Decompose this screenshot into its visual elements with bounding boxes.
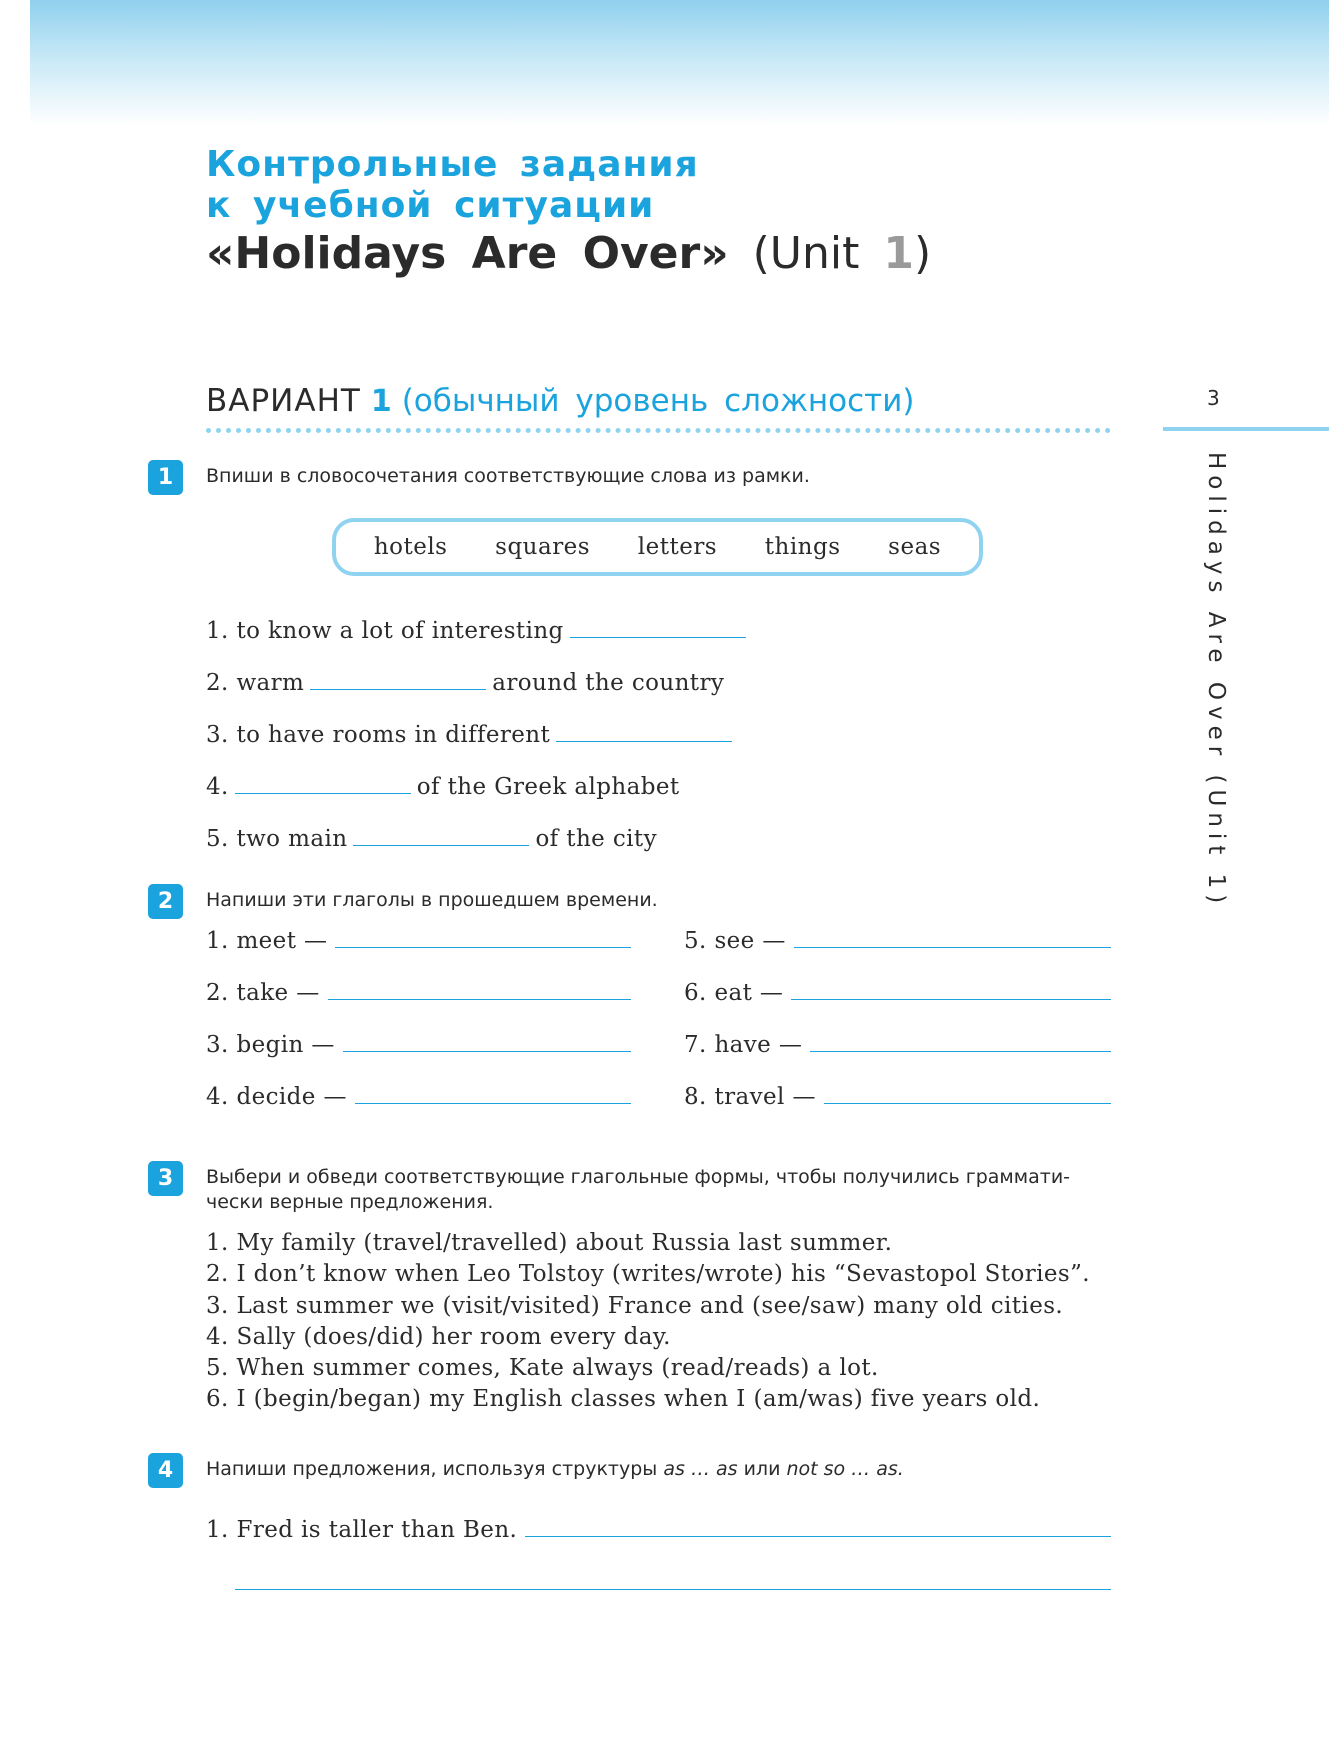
verb-text: 4. decide — <box>206 1084 347 1110</box>
verb-text: 3. begin — <box>206 1032 335 1058</box>
item-text: of the Greek alphabet <box>416 774 680 800</box>
title-en-main: «Holidays Are Over» <box>206 228 729 279</box>
instruction-text: или <box>737 1458 787 1480</box>
title-ru-line1: Контрольные задания <box>206 144 699 185</box>
answer-blank[interactable] <box>343 1032 631 1052</box>
answer-blank[interactable] <box>810 1032 1111 1052</box>
answer-blank[interactable] <box>570 618 746 638</box>
title-ru-line2: к учебной ситуации <box>206 185 655 226</box>
verb-item <box>206 1082 631 1112</box>
item-text: around the country <box>492 670 725 696</box>
verb-text: 1. meet — <box>206 928 328 954</box>
task-number-badge: 4 <box>148 1453 183 1488</box>
answer-blank[interactable] <box>310 670 486 690</box>
item-text: 1. to know a lot of interesting <box>206 618 564 644</box>
instruction-text: Напиши предложения, используя структуры <box>206 1458 664 1480</box>
task3-sentence[interactable]: 2. I don’t know when Leo Tolstoy (writes/wrote) his “Sevastopol Stories”. <box>206 1261 1090 1288</box>
item-text: of the city <box>535 826 657 852</box>
task3-sentence[interactable]: 1. My family (travel/travelled) about Russia last summer. <box>206 1230 893 1256</box>
task-number-badge: 2 <box>148 884 183 919</box>
variant-number: 1 <box>370 384 392 419</box>
verb-text: 2. take — <box>206 980 320 1006</box>
item-text: 2. warm <box>206 670 305 696</box>
answer-blank[interactable] <box>824 1084 1111 1104</box>
word-box-item: seas <box>888 534 942 560</box>
verb-item <box>206 926 631 956</box>
variant-heading <box>206 383 915 419</box>
task4-item <box>206 1515 1111 1545</box>
answer-blank[interactable] <box>556 722 732 742</box>
word-box-item: things <box>764 534 841 560</box>
verb-item <box>684 926 1111 956</box>
word-box <box>332 518 983 576</box>
answer-blank[interactable] <box>328 980 631 1000</box>
task3-sentence[interactable]: 5. When summer comes, Kate always (read/reads) a lot. <box>206 1355 879 1382</box>
title-en-unit: (Unit <box>752 228 860 279</box>
dotted-divider <box>206 428 1111 433</box>
task-number-badge: 3 <box>148 1161 183 1196</box>
word-box-item: hotels <box>373 534 448 560</box>
task4-instruction <box>206 1457 904 1482</box>
item-text: 1. Fred is taller than Ben. <box>206 1517 518 1543</box>
variant-level: (обычный уровень сложности) <box>401 383 915 419</box>
word-box-item: squares <box>495 534 591 560</box>
verb-item <box>684 978 1111 1008</box>
instruction-structure: as … as <box>663 1458 738 1480</box>
answer-blank[interactable] <box>525 1517 1111 1537</box>
item-text: 5. two main <box>206 826 348 852</box>
task2-instruction: Напиши эти глаголы в прошедшем времени. <box>206 889 658 911</box>
verb-text: 8. travel — <box>684 1084 816 1110</box>
variant-word: ВАРИАНТ <box>206 383 361 419</box>
task1-item <box>206 720 738 750</box>
task1-item <box>206 616 752 646</box>
task-number-badge: 1 <box>148 460 183 495</box>
verb-text: 5. see — <box>684 928 786 954</box>
verb-item <box>206 978 631 1008</box>
task1-item <box>206 668 724 698</box>
page-title <box>206 228 932 279</box>
answer-blank[interactable] <box>353 826 529 846</box>
task3-instruction: Выбери и обведи соответствующие глагольные формы, чтобы получились грамматически верные предложения. <box>206 1166 1071 1213</box>
item-text: 4. <box>206 774 229 800</box>
answer-blank[interactable] <box>335 928 631 948</box>
header-gradient-band <box>30 0 1329 125</box>
verb-item <box>206 1030 631 1060</box>
answer-blank[interactable] <box>235 1589 1111 1590</box>
answer-blank[interactable] <box>235 774 411 794</box>
task3-sentence[interactable]: 3. Last summer we (visit/visited) France and (see/saw) many old cities. <box>206 1292 1064 1319</box>
task3-sentence[interactable]: 6. I (begin/began) my English classes when I (am/was) five years old. <box>206 1386 1041 1413</box>
task3-sentence[interactable]: 4. Sally (does/did) her room every day. <box>206 1323 671 1350</box>
verb-item <box>684 1030 1111 1060</box>
task1-instruction: Впиши в словосочетания соответствующие слова из рамки. <box>206 465 810 487</box>
verb-text: 7. have — <box>684 1032 803 1058</box>
running-title: Holidays Are Over (Unit 1) <box>1203 452 1229 910</box>
answer-blank[interactable] <box>355 1084 631 1104</box>
title-en-number: 1 <box>883 228 914 279</box>
task1-item <box>206 824 657 854</box>
task3-sentence-list <box>206 1228 1090 1416</box>
answer-blank[interactable] <box>794 928 1111 948</box>
verb-text: 6. eat — <box>684 980 784 1006</box>
task1-item <box>206 772 680 802</box>
item-text: 3. to have rooms in different <box>206 722 551 748</box>
page-number: 3 <box>1207 386 1220 410</box>
sidebar-rule <box>1163 427 1329 431</box>
verb-item <box>684 1082 1111 1112</box>
instruction-structure: not so … as. <box>786 1458 904 1480</box>
word-box-item: letters <box>637 534 718 560</box>
answer-blank[interactable] <box>791 980 1111 1000</box>
title-en-close: ) <box>914 228 932 279</box>
